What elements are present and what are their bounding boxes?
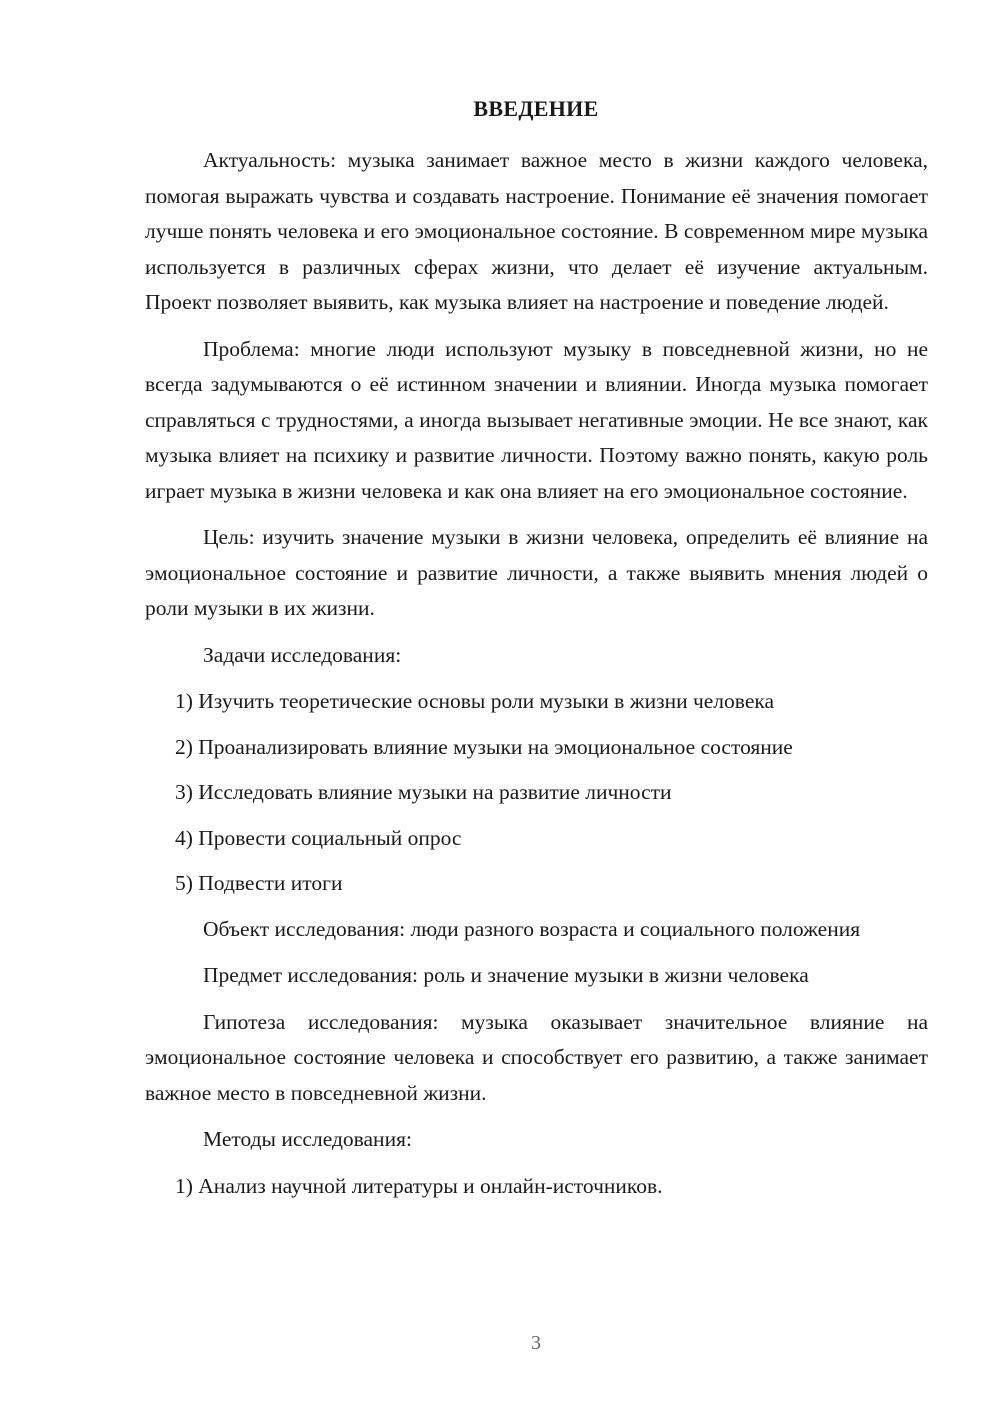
object-paragraph: Объект исследования: люди разного возраста и социального положения <box>203 916 861 941</box>
goal-paragraph: Цель: изучить значение музыки в жизни человека, определить её влияние на эмоциональное состояние и развитие личности, а также выявить мнения людей о роли музыки в их жизни. <box>145 525 928 620</box>
task-item: 5) Подвести итоги <box>175 871 343 895</box>
relevance-paragraph: Актуальность: музыка занимает важное место в жизни каждого человека, помогая выражать чувства и создавать настроение. Понимание её значения помогает лучше понять человека и его эмоциональное состояние. В современном мире музыка используется в различных сферах жизни, что делает её изучение актуальным. Проект позволяет выявить, как музыка влияет на настроение и поведение людей. <box>145 148 928 314</box>
subject-paragraph: Предмет исследования: роль и значение музыки в жизни человека <box>203 963 809 987</box>
problem-paragraph: Проблема: многие люди используют музыку в повседневной жизни, но не всегда задумываются о её истинном значении и влиянии. Иногда музыка помогает справляться с трудностями, а иногда вызывает негативные эмоции. Не все знают, как музыка влияет на психику и развитие личности. Поэтому важно понять, какую роль играет музыка в жизни человека и как она влияет на его эмоциональное состояние. <box>145 336 928 503</box>
task-item: 4) Провести социальный опрос <box>175 825 462 850</box>
methods-heading: Методы исследования: <box>203 1127 412 1151</box>
hypothesis-paragraph: Гипотеза исследования: музыка оказывает значительное влияние на эмоциональное состояние человека и способствует его развитию, а также занимает важное место в повседневной жизни. <box>145 1009 928 1105</box>
tasks-heading: Задачи исследования: <box>203 642 402 667</box>
method-item: 1) Анализ научной литературы и онлайн-источников. <box>175 1173 663 1198</box>
page-number: 3 <box>531 1332 541 1354</box>
task-item: 2) Проанализировать влияние музыки на эмоциональное состояние <box>175 734 793 759</box>
task-item: 3) Исследовать влияние музыки на развитие личности <box>175 780 672 804</box>
document-body <box>145 143 928 1214</box>
task-item: 1) Изучить теоретические основы роли музыки в жизни человека <box>175 689 775 713</box>
page-title: ВВЕДЕНИЕ <box>473 96 599 121</box>
